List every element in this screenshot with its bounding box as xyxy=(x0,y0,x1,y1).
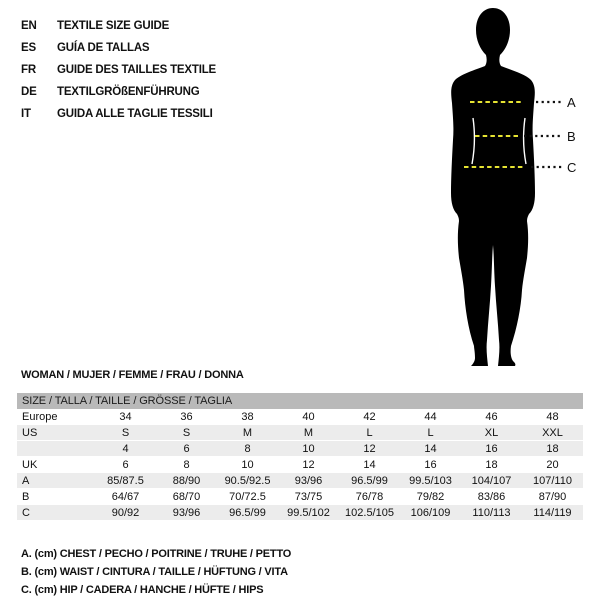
measurement-figure xyxy=(430,0,600,372)
list-item xyxy=(21,59,216,81)
language-code: IT xyxy=(21,108,31,120)
table-row-europe xyxy=(17,409,583,425)
measure-value: 68/70 xyxy=(172,491,201,503)
table-row-waist xyxy=(17,489,583,505)
row-label: Europe xyxy=(22,411,58,423)
table-row-us-letter xyxy=(17,425,583,441)
size-value: 8 xyxy=(183,459,190,471)
list-item xyxy=(21,81,216,103)
size-value: 6 xyxy=(122,459,129,471)
row-label: US xyxy=(22,427,38,439)
size-value: M xyxy=(242,427,253,439)
size-value: L xyxy=(366,427,373,439)
size-value: 6 xyxy=(183,443,190,455)
guide-title: TEXTILE SIZE GUIDE xyxy=(57,20,170,32)
language-code: EN xyxy=(21,20,37,32)
measure-value: 87/90 xyxy=(538,491,567,503)
size-value: XL xyxy=(484,427,499,439)
measure-value: 83/86 xyxy=(477,491,506,503)
guide-title: TEXTILGRÖßENFÜHRUNG xyxy=(57,86,200,98)
size-value: 38 xyxy=(241,411,254,423)
measure-value: 106/109 xyxy=(410,507,451,519)
size-value: 36 xyxy=(180,411,193,423)
size-value: S xyxy=(182,427,191,439)
marker-label-hip: C xyxy=(567,160,577,175)
measurement-legend xyxy=(21,545,291,599)
measure-value: 85/87.5 xyxy=(107,475,144,487)
language-code: FR xyxy=(21,64,36,76)
size-value: 46 xyxy=(485,411,498,423)
list-item xyxy=(21,103,216,125)
size-value: 14 xyxy=(424,443,437,455)
size-value: 16 xyxy=(424,459,437,471)
guide-title: GUIDE DES TAILLES TEXTILE xyxy=(57,64,216,76)
measure-value: 114/119 xyxy=(533,507,572,519)
measure-value: 70/72.5 xyxy=(229,491,266,503)
size-value: S xyxy=(121,427,130,439)
size-value: 8 xyxy=(244,443,251,455)
measure-value: 99.5/102 xyxy=(287,507,330,519)
list-item xyxy=(21,15,216,37)
measure-value: 110/113 xyxy=(472,507,511,519)
measure-value: 90/92 xyxy=(111,507,140,519)
size-value: M xyxy=(303,427,314,439)
size-value: 12 xyxy=(302,459,315,471)
measure-value: 93/96 xyxy=(294,475,323,487)
size-value: 34 xyxy=(119,411,132,423)
row-label: A xyxy=(22,475,30,487)
measure-value: 107/110 xyxy=(533,475,572,487)
size-value: L xyxy=(427,427,434,439)
measure-value: 73/75 xyxy=(294,491,323,503)
measure-value: 88/90 xyxy=(172,475,201,487)
legend-chest: A. (cm) CHEST / PECHO / POITRINE / TRUHE / PETTO xyxy=(21,548,292,560)
size-value: 10 xyxy=(241,459,254,471)
list-item xyxy=(21,37,216,59)
language-code: ES xyxy=(21,42,36,54)
table-header: SIZE / TALLA / TAILLE / GRÖSSE / TAGLIA xyxy=(17,393,583,409)
size-value: 42 xyxy=(363,411,376,423)
table-title: WOMAN / MUJER / FEMME / FRAU / DONNA xyxy=(21,369,244,381)
measure-value: 90.5/92.5 xyxy=(224,475,271,487)
size-value: 18 xyxy=(485,459,498,471)
table-row-chest xyxy=(17,473,583,489)
size-value: XXL xyxy=(542,427,563,439)
measure-value: 76/78 xyxy=(355,491,384,503)
measure-value: 102.5/105 xyxy=(345,507,394,519)
language-title-list xyxy=(21,15,216,125)
measure-value: 79/82 xyxy=(416,491,445,503)
guide-title: GUIDA ALLE TAGLIE TESSILI xyxy=(57,108,213,120)
size-value: 14 xyxy=(363,459,376,471)
legend-waist: B. (cm) WAIST / CINTURA / TAILLE / HÜFTUNG / VITA xyxy=(21,566,288,578)
marker-label-chest: A xyxy=(567,95,576,110)
measure-value: 96.5/99 xyxy=(351,475,388,487)
row-label: C xyxy=(22,507,30,519)
size-value: 18 xyxy=(546,443,559,455)
table-row-hip xyxy=(17,505,583,521)
measure-value: 64/67 xyxy=(111,491,140,503)
size-value: 20 xyxy=(546,459,559,471)
table-row-us-numeric xyxy=(17,441,583,457)
row-label: B xyxy=(22,491,30,503)
size-value: 40 xyxy=(302,411,315,423)
size-table xyxy=(17,393,583,521)
measure-value: 93/96 xyxy=(172,507,201,519)
size-value: 48 xyxy=(546,411,559,423)
row-label xyxy=(17,441,95,457)
size-value: 16 xyxy=(485,443,498,455)
size-value: 12 xyxy=(363,443,376,455)
size-value: 4 xyxy=(122,443,129,455)
language-code: DE xyxy=(21,86,37,98)
marker-label-waist: B xyxy=(567,129,576,144)
legend-hip: C. (cm) HIP / CADERA / HANCHE / HÜFTE / HIPS xyxy=(21,584,264,596)
measure-value: 99.5/103 xyxy=(409,475,452,487)
measure-value: 96.5/99 xyxy=(229,507,266,519)
table-row-uk xyxy=(17,457,583,473)
woman-silhouette-icon xyxy=(451,8,535,366)
row-label: UK xyxy=(22,459,38,471)
size-value: 44 xyxy=(424,411,437,423)
measure-value: 104/107 xyxy=(471,475,512,487)
guide-title: GUÍA DE TALLAS xyxy=(57,42,150,54)
size-value: 10 xyxy=(302,443,315,455)
